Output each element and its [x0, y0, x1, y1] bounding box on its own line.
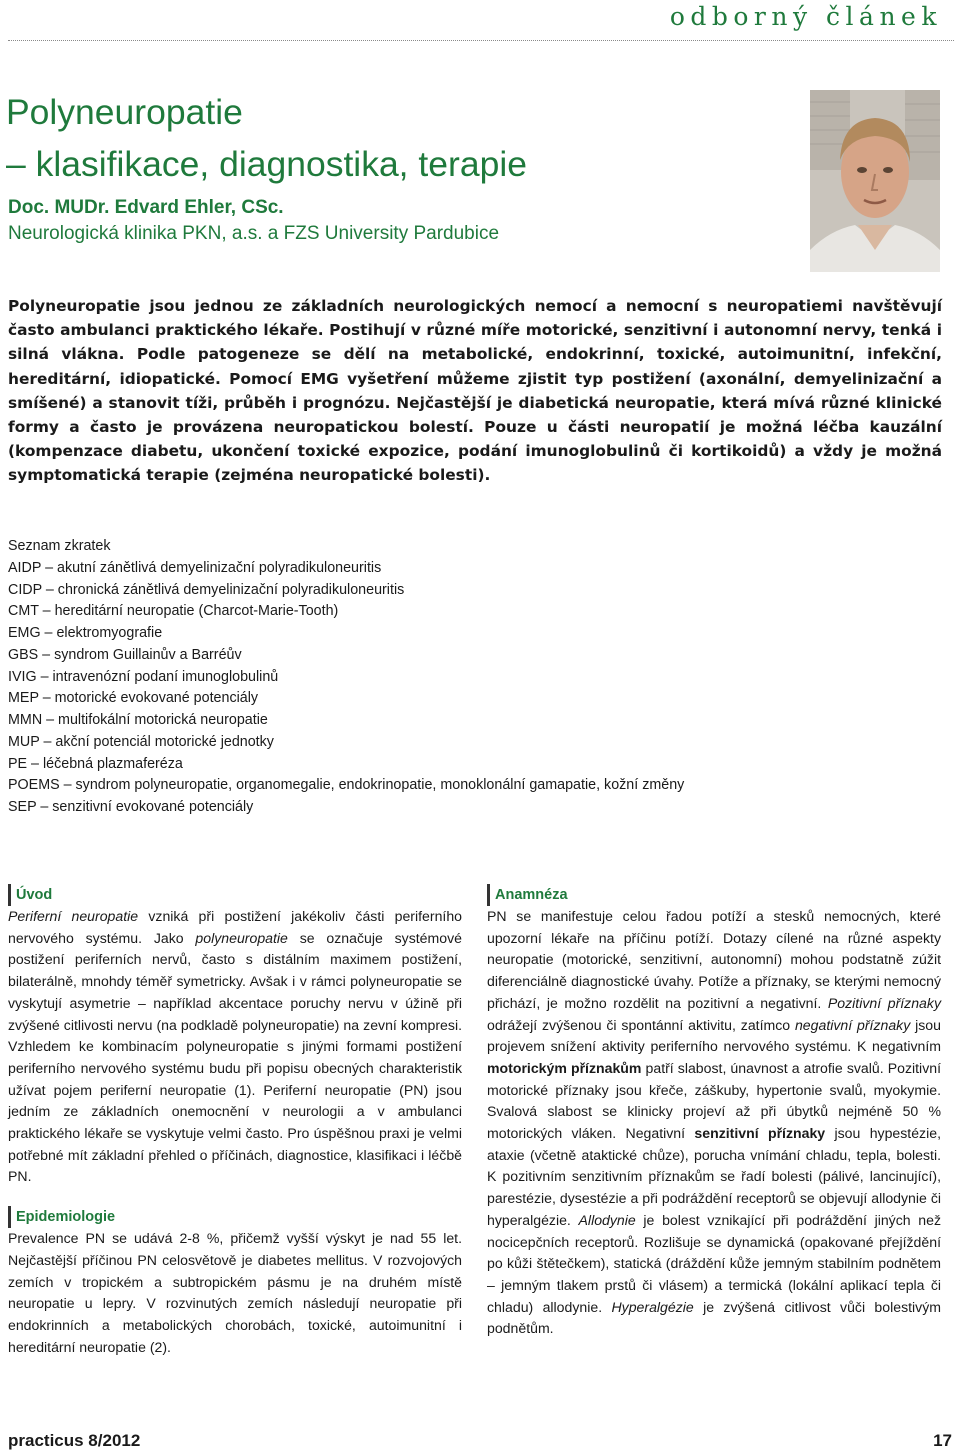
section-heading-epidemiologie: Epidemiologie — [8, 1206, 462, 1228]
abbreviation-item: EMG – elektromyografie — [8, 625, 163, 641]
anamneza-text: jsou hypestézie, ataxie (včetně ataktické chůze), porucha vnímání chladu, tepla, bolesti. K pozitivním senzitivním příznakům se řadí bolesti (pálivé, lancinující), parestézie, dysestézie a při podráždění receptorů se objevují allodynie či hyperalgézie. — [487, 1125, 941, 1228]
term-allodynie: Allodynie — [578, 1211, 636, 1228]
term-pozitivni-priznaky: Pozitivní příznaky — [827, 994, 941, 1011]
abbreviation-item: CIDP – chronická zánětlivá demyelinizační polyradikuloneuritis — [8, 581, 405, 598]
uvod-text: se označuje systémové postižení periferních nervů, často s distálním maximem postižení, bilaterálně, mnohdy téměř symetricky. Avšak i v rámci polyneuropatie se vyskytují asymetrie – například akcentace poruchy nervu v úžině při zvýšené citlivosti nervu (na podkladě polyneuropatie) na zevní kompresi. Vzhledem ke kombinacím polyneuropatie s jinými formami postižení periferního nervového systému budu při popisu obecných charakteristik užívat pojem periferní neuropatie (1). Periferní neuropatie (PN) jsou jedním ze základních onemocnění v neurologii a v ambulanci praktického lékaře se vyskytuje velmi často. Pro úspěšnou praxi je velmi potřebné mít základní přehled o příčinách, diagnostice, klasifikaci i léčbě PN. — [8, 929, 462, 1185]
term-negativni-priznaky: negativní příznaky — [794, 1016, 911, 1033]
anamneza-text: odrážejí zvýšenou či spontánní aktivitu, zatímco — [487, 1016, 795, 1033]
abbreviation-item: PE – léčebná plazmaferéza — [8, 755, 183, 772]
term-polyneuropatie: polyneuropatie — [195, 929, 288, 946]
title-line-2: – klasifikace, diagnostika, terapie — [6, 144, 527, 184]
term-hyperalgezie: Hyperalgézie — [611, 1298, 694, 1315]
journal-issue: practicus 8/2012 — [8, 1431, 141, 1450]
article-title — [6, 86, 527, 190]
uvod-text: vzniká při postižení jakékoliv části periferního nervového systému. Jako — [8, 908, 463, 946]
section-heading-uvod: Úvod — [8, 884, 462, 906]
section-label: odborný článek — [669, 2, 942, 31]
anamneza-paragraph — [487, 906, 941, 1340]
abbreviation-item: SEP – senzitivní evokované potenciály — [8, 799, 254, 815]
term-periferni-neuropatie: Periferní neuropatie — [8, 908, 139, 924]
term-motoricke-priznaky: motorickým příznakům — [487, 1059, 642, 1076]
anamneza-text: jsou projevem snížení aktivity periferního nervového systému. K negativním — [487, 1016, 941, 1055]
abbreviation-list — [8, 536, 684, 819]
anamneza-text: je zvýšená citlivost vůči bolestivým podnětům. — [487, 1298, 942, 1337]
abbreviation-item: POEMS – syndrom polyneuropatie, organomegalie, endokrinopatie, monoklonální gamapatie, kožní změny — [8, 777, 685, 794]
anamneza-text: je bolest vznikající při podráždění jiných než nocicepčních receptorů. Rozlišuje se dynamická (opakované přejíždění po kůži štětečkem), statická (dráždění kůže jemným stabilním podnětem – jemným tlakem prstů či vlásem) a termická (lokální aplikací tepla či chladu) allodynie. — [487, 1211, 942, 1315]
anamneza-text: PN se manifestuje celou řadou potíží a stesků nemocných, které upozorní lékaře na příčinu potíží. Dotazy cílené na různé aspekty neuropatie (motorické, senzitivní, autonomní) mohou podstatně zúžit diferenciálně diagnostické úvahy. Potíže a příznaky, se kterými nemocný přichází, je možno rozdělit na pozitivní a negativní. — [487, 908, 941, 1011]
article-abstract: Polyneuropatie jsou jednou ze základních neurologických nemocí a nemocní s neuropatiemi navštěvují často ambulanci praktického lékaře. Postihují v různé míře motorické, senzitivní i autonomní nervy, tenká i silná vlákna. Podle patogeneze se dělí na metabolické, endokrinní, toxické, autoimunitní, infekční, hereditární, idiopatické. Pomocí EMG vyšetření můžeme zjistit typ postižení (axonální, demyelinizační a smíšené) a stanovit tíži, průběh i prognózu. Nejčastější je diabetická neuropatie, která mívá různé klinické formy a často je provázena neuropatickou bolestí. Pouze u části neuropatií je možná léčba kauzální (kompenzace diabetu, ukončení toxické expozice, podání imunoglobulinů či kortikoidů) a vždy je možná symptomatická terapie (zejména neuropatické bolesti). — [8, 297, 942, 485]
abbreviation-item: AIDP – akutní zánětlivá demyelinizační polyradikuloneuritis — [8, 559, 382, 576]
author-photo — [810, 90, 940, 272]
section-heading-anamneza: Anamnéza — [487, 884, 941, 906]
abbreviation-item: MMN – multifokální motorická neuropatie — [8, 712, 268, 728]
abbreviation-item: GBS – syndrom Guillainův a Barréův — [8, 646, 242, 663]
abbreviation-heading: Seznam zkratek — [8, 538, 111, 554]
abbreviation-item: IVIG – intravenózní podaní imunoglobulinů — [8, 668, 279, 685]
top-divider — [8, 40, 954, 41]
abbreviation-item: MUP – akční potenciál motorické jednotky — [8, 733, 274, 750]
author-affiliation: Neurologická klinika PKN, a.s. a FZS University Pardubice — [8, 223, 500, 244]
abbreviation-item: CMT – hereditární neuropatie (Charcot-Marie-Tooth) — [8, 603, 339, 620]
title-line-1: Polyneuropatie — [6, 92, 243, 132]
author-name: Doc. MUDr. Edvard Ehler, CSc. — [8, 197, 284, 218]
left-column — [8, 884, 462, 1358]
term-senzitivni-priznaky: senzitivní příznaky — [694, 1125, 826, 1142]
uvod-paragraph — [8, 906, 462, 1188]
abbreviation-item: MEP – motorické evokované potenciály — [8, 690, 259, 707]
right-column — [487, 884, 941, 1340]
page-number: 17 — [933, 1431, 952, 1450]
epidemiologie-paragraph: Prevalence PN se udává 2-8 %, přičemž vyšší výskyt je nad 55 let. Nejčastější příčinou PN celosvětově je diabetes mellitus. V rozvojových zemích v tropickém a subtropickém pásmu je na druhém místě neuropatie u lepry. V rozvinutých zemích následují neuropatie při endokrinních a metabolických chorobách, toxické, autoimunitní i hereditární neuropatie (2). — [8, 1230, 462, 1355]
anamneza-text: patří slabost, únavnost a atrofie svalů. Pozitivní motorické příznaky jsou křeče, záškuby, hypertonie svalů, myokymie. Svalová slabost se klinicky projeví až při úbytků nejméně 50 % motorických vláken. Negativní — [487, 1059, 941, 1142]
